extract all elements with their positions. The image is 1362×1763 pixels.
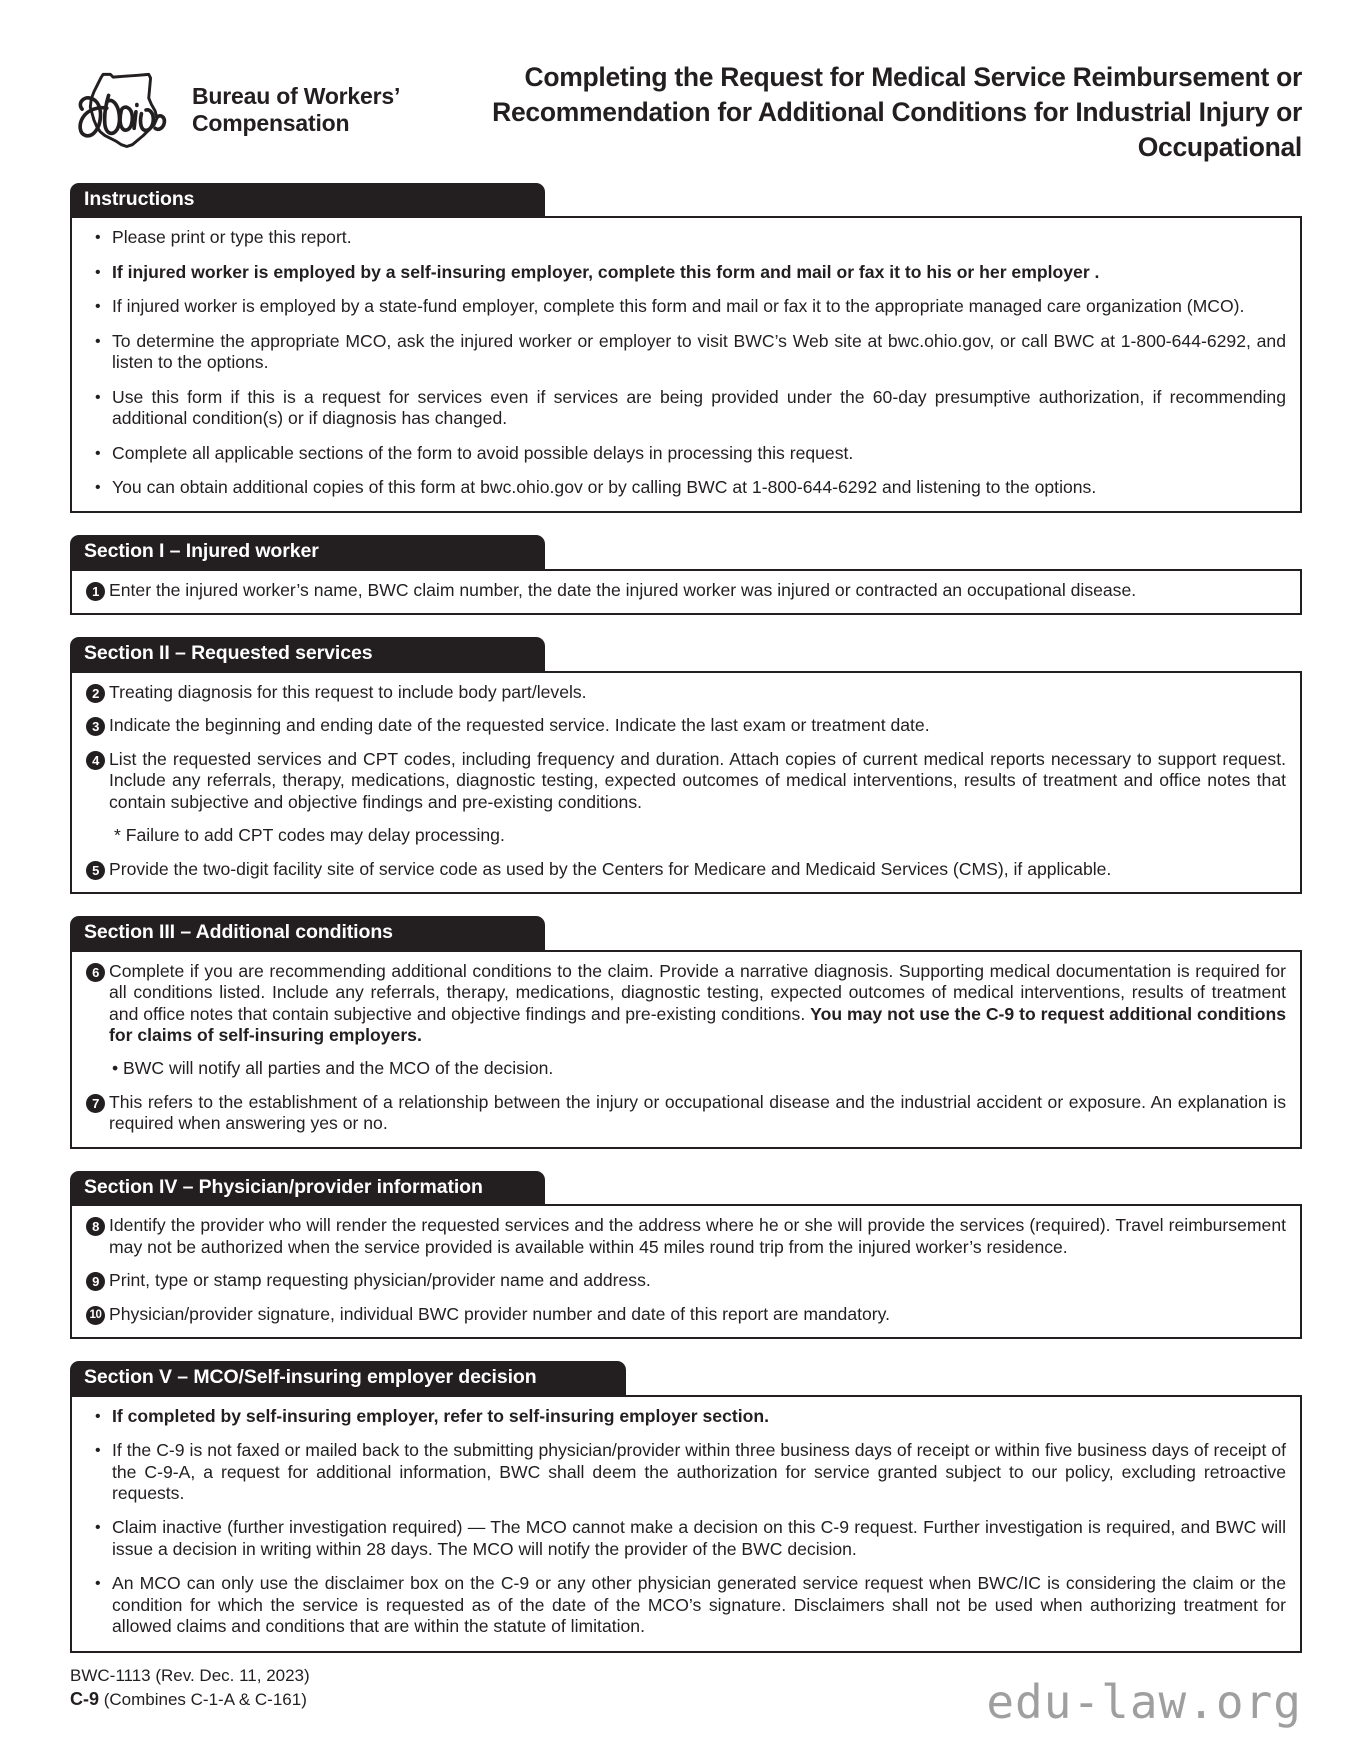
page-title: Completing the Request for Medical Service Reimbursement or Recommendation for Additional Conditions for Industrial Injury or Occupational <box>492 62 1302 162</box>
list-item-text: Claim inactive (further investigation required) — The MCO cannot make a decision on this C-9 request. Further investigation is required, and BWC will issue a decision in writing within 28 days. The MCO will notify the provider of the BWC decision. <box>112 1517 1286 1559</box>
list-item <box>86 1573 1286 1637</box>
list-item-text: If the C-9 is not faxed or mailed back to the submitting physician/provider within three business days of receipt or within five business days of receipt of the C-9-A, a request for additional information, BWC shall deem the authorization for service granted subject to our policy, excluding retroactive requests. <box>112 1440 1286 1503</box>
section-3-body <box>70 950 1302 1149</box>
instructions-banner-wrap <box>70 183 1302 219</box>
numbered-item-text: Identify the provider who will render the requested services and the address where he or she will provide the services (required). Travel reimbursement may not be authorized when the service provided is available within 45 miles round trip from the injured worker’s residence. <box>109 1215 1286 1257</box>
bullet-icon: • <box>95 1575 101 1593</box>
numbered-item <box>86 859 1286 880</box>
form-code: C-9 <box>70 1688 100 1709</box>
section-1-banner: Section I – Injured worker <box>70 535 545 571</box>
section-3 <box>70 916 1302 1149</box>
spacer <box>0 894 1362 916</box>
spacer <box>0 513 1362 535</box>
bullet-icon: • <box>95 1519 101 1537</box>
section-4-banner-wrap <box>70 1171 1302 1207</box>
step-number-badge: 8 <box>86 1217 105 1236</box>
agency-name-line-2: Compensation <box>192 110 350 136</box>
list-item-text: If injured worker is employed by a state-fund employer, complete this form and mail or fax it to the appropriate managed care organization (MCO). <box>112 296 1245 317</box>
section-5-banner-wrap <box>70 1361 1302 1397</box>
agency-name-line-1: Bureau of Workers’ <box>192 83 401 110</box>
numbered-item-text: Treating diagnosis for this request to include body part/levels. <box>109 681 587 702</box>
spacer <box>0 1149 1362 1171</box>
section-1-body <box>70 569 1302 615</box>
spacer <box>0 1339 1362 1361</box>
section-3-banner-wrap <box>70 916 1302 952</box>
numbered-item-text: Indicate the beginning and ending date of the requested service. Indicate the last exam or treatment date. <box>109 715 930 736</box>
bullet-icon: • <box>95 263 101 281</box>
numbered-item <box>86 749 1286 813</box>
numbered-item <box>86 1215 1286 1258</box>
instructions-section <box>70 183 1302 514</box>
step-number-badge: 7 <box>86 1094 105 1113</box>
instructions-banner: Instructions <box>70 183 545 219</box>
bullet-icon: • <box>95 298 101 316</box>
cpt-note: * Failure to add CPT codes may delay processing. <box>114 825 505 846</box>
list-item <box>86 477 1286 498</box>
agency-logo-block <box>70 68 400 152</box>
step-number-badge: 1 <box>86 582 105 601</box>
list-item-text: If injured worker is employed by a self-insuring employer, complete this form and mail or fax it to his or her employer . <box>112 261 1100 282</box>
list-item <box>86 296 1286 317</box>
bullet-icon: • <box>95 444 101 462</box>
numbered-item-text: Enter the injured worker’s name, BWC claim number, the date the injured worker was injured or contracted an occupational disease. <box>109 579 1137 600</box>
section-1-banner-wrap <box>70 535 1302 571</box>
section-4-banner: Section IV – Physician/provider information <box>70 1171 545 1207</box>
section-4 <box>70 1171 1302 1339</box>
list-item <box>86 262 1286 283</box>
spacer <box>0 165 1362 183</box>
section-2-body <box>70 671 1302 894</box>
step-number-badge: 5 <box>86 861 105 880</box>
list-item <box>86 331 1286 374</box>
numbered-item <box>86 1270 1286 1291</box>
list-item-text: To determine the appropriate MCO, ask the injured worker or employer to visit BWC’s Web site at bwc.ohio.gov, or call BWC at 1-800-644-6292, and listen to the options. <box>112 330 1286 373</box>
watermark: edu-law.org <box>986 1675 1302 1729</box>
spacer <box>0 615 1362 637</box>
bullet-icon: • <box>95 1407 101 1425</box>
bullet-icon: • <box>95 229 101 247</box>
numbered-item <box>86 682 1286 703</box>
step-number-badge: 4 <box>86 751 105 770</box>
list-item-text: If completed by self-insuring employer, refer to self-insuring employer section. <box>112 1405 769 1426</box>
form-code-note: (Combines C-1-A & C-161) <box>99 1689 307 1709</box>
bullet-icon: • <box>95 1442 101 1460</box>
numbered-item-text: Print, type or stamp requesting physician/provider name and address. <box>109 1270 651 1291</box>
list-item <box>86 1517 1286 1560</box>
list-item-text: You can obtain additional copies of this form at bwc.ohio.gov or by calling BWC at 1-800-644-6292 and listening to the options. <box>112 477 1097 498</box>
numbered-item-text: Physician/provider signature, individual BWC provider number and date of this report are mandatory. <box>109 1303 891 1324</box>
numbered-item <box>86 961 1286 1047</box>
step-number-badge: 2 <box>86 684 105 703</box>
step-number-badge: 10 <box>86 1306 105 1325</box>
bullet-icon: • <box>95 388 101 406</box>
numbered-item <box>86 580 1286 601</box>
list-item <box>86 227 1286 248</box>
list-item-text: Complete all applicable sections of the form to avoid possible delays in processing this request. <box>112 442 854 463</box>
numbered-item-text: Provide the two-digit facility site of service code as used by the Centers for Medicare and Medicaid Services (CMS), if applicable. <box>109 858 1112 879</box>
bullet-icon: • <box>95 479 101 497</box>
numbered-item <box>86 1092 1286 1135</box>
numbered-item-text-bold: You may not use the C-9 to request additional conditions for claims of self-insuring employers. <box>109 1003 1286 1045</box>
section-2-banner-wrap <box>70 637 1302 673</box>
section-2 <box>70 637 1302 894</box>
list-item <box>86 1406 1286 1427</box>
section-2-banner: Section II – Requested services <box>70 637 545 673</box>
instructions-body <box>70 216 1302 513</box>
list-item <box>86 387 1286 430</box>
agency-name <box>192 83 400 137</box>
numbered-item-text <box>109 961 1286 1047</box>
numbered-item <box>86 715 1286 736</box>
section-5 <box>70 1361 1302 1653</box>
step-number-badge: 3 <box>86 717 105 736</box>
section-5-body <box>70 1395 1302 1653</box>
form-code-line <box>70 1688 1302 1711</box>
list-item <box>86 1440 1286 1504</box>
list-item-text: An MCO can only use the disclaimer box on the C-9 or any other physician generated service request when BWC/IC is considering the claim or the condition for which the service is requested as of the date of the MCO’s signature. Disclaimers shall not be used when authorizing treatment for allowed claims and conditions that are within the statute of limitation. <box>112 1573 1286 1637</box>
numbered-item-text: List the requested services and CPT codes, including frequency and duration. Attach copies of current medical reports necessary to support request. Include any referrals, therapy, medications, diagnostic testing, expected outcomes of medical interventions, results of treatment and office notes that contain subjective and objective findings and pre-existing conditions. <box>109 748 1286 812</box>
sub-bullet-item: • BWC will notify all parties and the MCO of the decision. <box>112 1058 554 1079</box>
section-3-banner: Section III – Additional conditions <box>70 916 545 952</box>
step-number-badge: 6 <box>86 963 105 982</box>
form-revision-id: BWC-1113 (Rev. Dec. 11, 2023) <box>70 1665 310 1685</box>
ohio-state-outline-icon <box>70 68 180 152</box>
numbered-item-text: This refers to the establishment of a relationship between the injury or occupational disease and the industrial accident or exposure. An explanation is required when answering yes or no. <box>109 1091 1286 1134</box>
list-item-text: Please print or type this report. <box>112 227 352 248</box>
numbered-item-text-plain: Complete if you are recommending additional conditions to the claim. Provide a narrative diagnosis. Supporting medical documentation is required for all conditions listed. Include any referrals, therapy, medications, diagnostic testing, expected outcomes of medical interventions, results of treatment and office notes that contain subjective and objective findings and pre-existing conditions. <box>109 960 1286 1024</box>
section-1 <box>70 535 1302 615</box>
list-item-text: Use this form if this is a request for services even if services are being provided under the 60-day presumptive authorization, if recommending additional condition(s) or if diagnosis has changed. <box>112 386 1286 429</box>
section-4-body <box>70 1204 1302 1339</box>
document-footer <box>70 1665 1302 1711</box>
section-5-banner: Section V – MCO/Self-insuring employer decision <box>70 1361 626 1397</box>
document-header <box>0 0 1362 165</box>
bullet-icon: • <box>95 332 101 350</box>
numbered-item <box>86 1304 1286 1325</box>
step-number-badge: 9 <box>86 1272 105 1291</box>
list-item <box>86 443 1286 464</box>
